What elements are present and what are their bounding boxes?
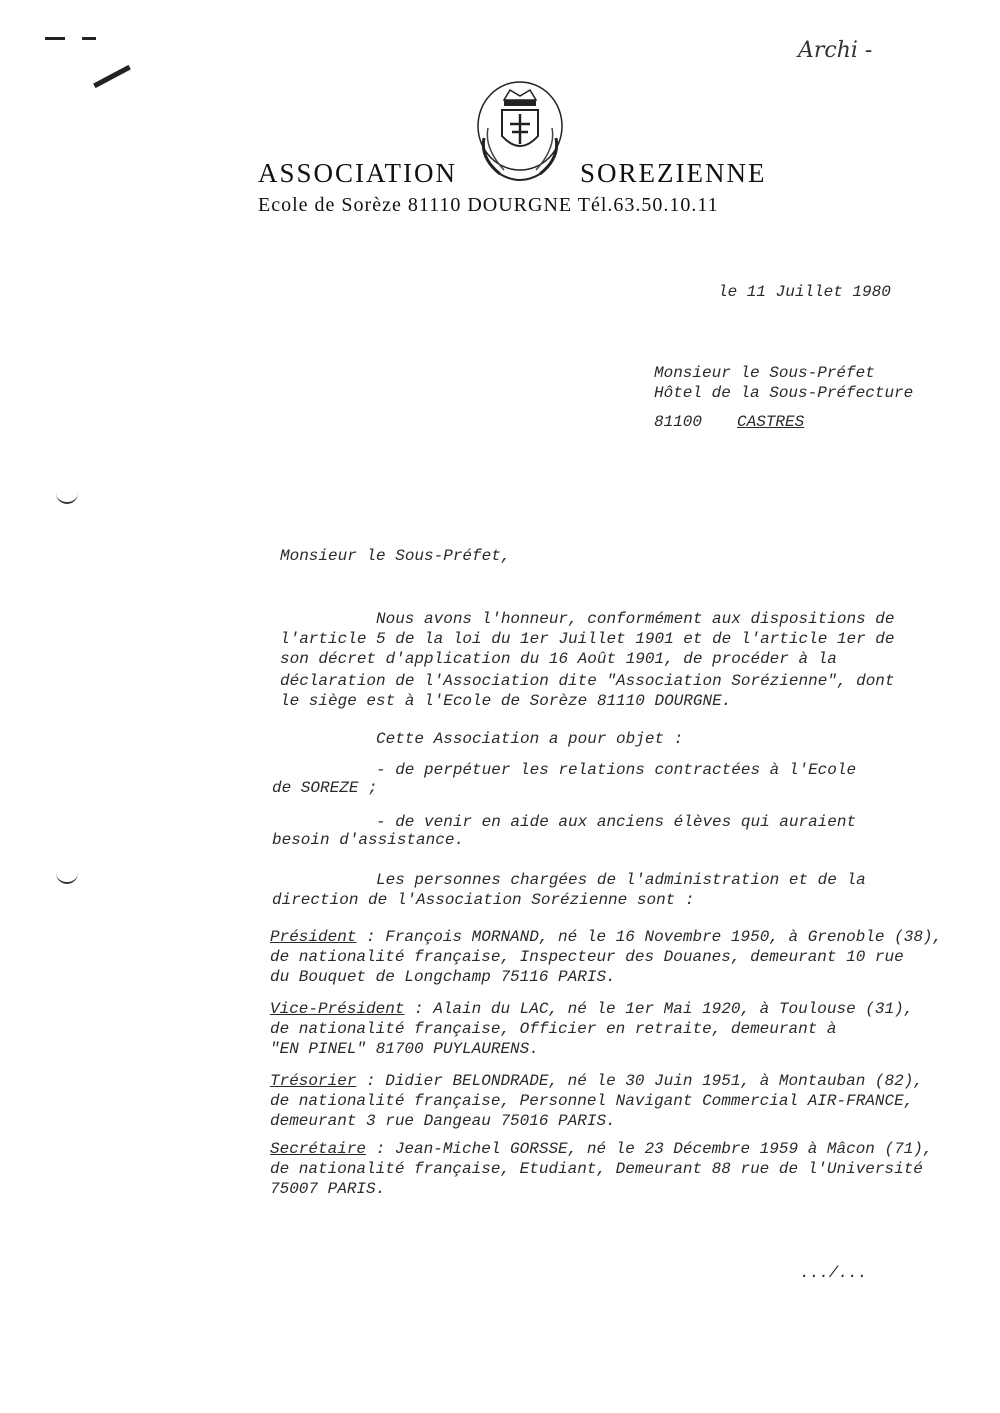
object-item-1-line: de SOREZE ; xyxy=(272,779,378,797)
admin-intro-line: direction de l'Association Sorézienne sont : xyxy=(272,891,695,909)
officer-treasurer xyxy=(270,1072,923,1090)
object-item-2-line: - de venir en aide aux anciens élèves qui auraient xyxy=(376,813,857,831)
officer-detail-line: demeurant 3 rue Dangeau 75016 PARIS. xyxy=(270,1112,616,1130)
officer-detail-line: du Bouquet de Longchamp 75116 PARIS. xyxy=(270,968,616,986)
scan-mark xyxy=(82,37,96,40)
officer-secretary xyxy=(270,1140,933,1158)
officer-role: Vice-Président xyxy=(270,1000,405,1018)
officer-vice-president xyxy=(270,1000,913,1018)
officer-detail-line: de nationalité française, Officier en retraite, demeurant à xyxy=(270,1020,837,1038)
recipient-line-1: Monsieur le Sous-Préfet xyxy=(654,364,875,382)
officer-detail-line: "EN PINEL" 81700 PUYLAURENS. xyxy=(270,1040,539,1058)
officer-detail-line: de nationalité française, Etudiant, Demeurant 88 rue de l'Université xyxy=(270,1160,923,1178)
recipient-postcode: 81100 xyxy=(654,413,703,431)
admin-intro-line: Les personnes chargées de l'administration et de la xyxy=(376,871,866,889)
paragraph-1-line: l'article 5 de la loi du 1er Juillet 1901 et de l'article 1er de xyxy=(280,630,895,648)
officer-detail-line: de nationalité française, Personnel Navigant Commercial AIR-FRANCE, xyxy=(270,1092,914,1110)
object-intro: Cette Association a pour objet : xyxy=(376,730,684,748)
officer-detail-line: de nationalité française, Inspecteur des Douanes, demeurant 10 rue xyxy=(270,948,904,966)
margin-note: Archi - xyxy=(798,38,873,63)
object-item-2-line: besoin d'assistance. xyxy=(272,831,465,849)
officer-role: Secrétaire xyxy=(270,1140,367,1158)
punch-hole-mark xyxy=(56,488,78,504)
association-crest-logo xyxy=(470,78,570,188)
officer-details: : Jean-Michel GORSSE, né le 23 Décembre 1959 à Mâcon (71), xyxy=(366,1140,933,1158)
recipient-line-2: Hôtel de la Sous-Préfecture xyxy=(654,384,914,402)
association-name-right: SOREZIENNE xyxy=(580,158,767,188)
paragraph-1-line: déclaration de l'Association dite "Association Sorézienne", dont xyxy=(280,672,895,690)
letterhead-address: Ecole de Sorèze 81110 DOURGNE Tél.63.50.10.11 xyxy=(258,194,719,216)
scan-mark xyxy=(45,37,65,40)
paragraph-1-line: Nous avons l'honneur, conformément aux dispositions de xyxy=(376,610,895,628)
recipient-city: CASTRES xyxy=(737,413,805,431)
officer-details: : Alain du LAC, né le 1er Mai 1920, à Toulouse (31), xyxy=(404,1000,914,1018)
continuation-marker: .../... xyxy=(800,1264,868,1282)
officer-role: Trésorier xyxy=(270,1072,357,1090)
officer-details: : Didier BELONDRADE, né le 30 Juin 1951, à Montauban (82), xyxy=(356,1072,923,1090)
association-name-left: ASSOCIATION xyxy=(258,158,458,188)
punch-hole-mark xyxy=(56,868,78,884)
officer-details: : François MORNAND, né le 16 Novembre 1950, à Grenoble (38), xyxy=(356,928,943,946)
officer-detail-line: 75007 PARIS. xyxy=(270,1180,386,1198)
officer-president xyxy=(270,928,942,946)
salutation: Monsieur le Sous-Préfet, xyxy=(280,547,511,565)
pen-stroke-mark xyxy=(93,65,131,88)
letter-date: le 11 Juillet 1980 xyxy=(718,283,891,301)
officer-role: Président xyxy=(270,928,357,946)
object-item-1-line: - de perpétuer les relations contractées à l'Ecole xyxy=(376,761,857,779)
paragraph-1-line: le siège est à l'Ecole de Sorèze 81110 DOURGNE. xyxy=(280,692,732,710)
paragraph-1-line: son décret d'application du 16 Août 1901, de procéder à la xyxy=(280,650,837,668)
